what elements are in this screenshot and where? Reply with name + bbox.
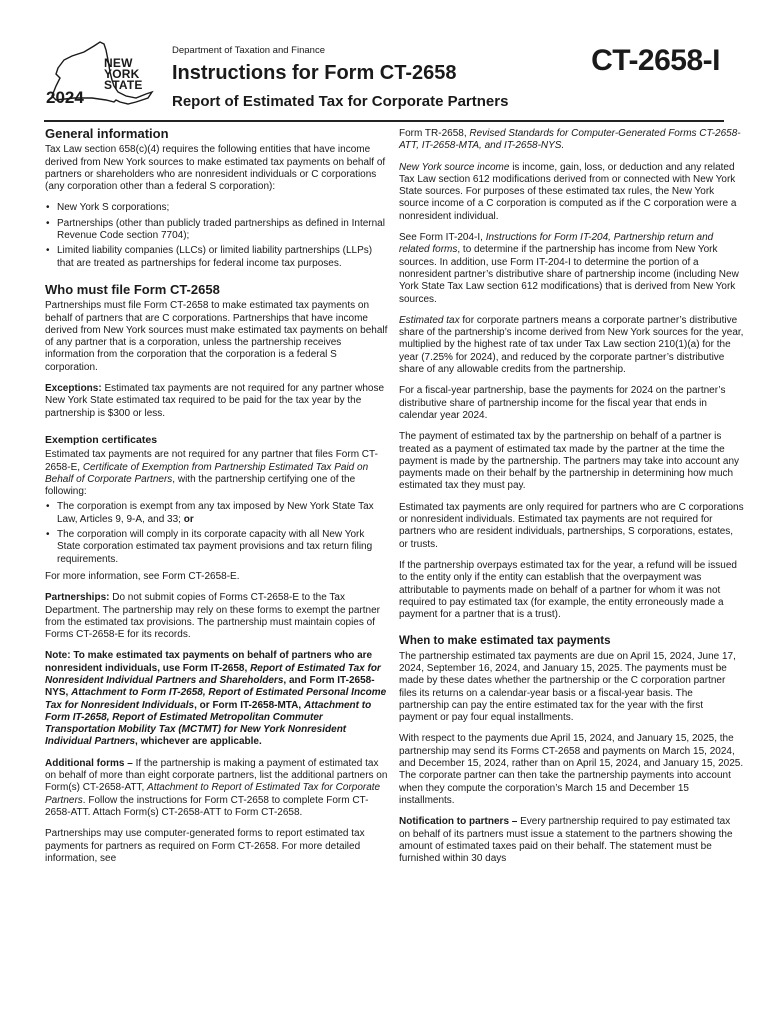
notification-label: Notification to partners – <box>399 816 518 828</box>
estimated-tax-text: for corporate partners means a corporate partner’s distributive share of the partnership’s income derived from New York sources for the year, multiplied by the highest rate of tax under Tax Law section 210(1)(a) for the year (7.25% for 2024), and reduced by the corporate partner’s distributive share of any allowable credits from the partnership. <box>399 314 744 376</box>
additional-text-b: . Follow the instructions for Form CT-2658 to complete Form CT-2658-ATT. Attach Form(s) CT-2658-ATT to Form CT-2658. <box>45 794 369 818</box>
note-form-3: Attachment to Form IT-2658, Report of Estimated Metropolitan Commuter Transportation Mobility Tax (MCTMT) for New York Nonresident Individual Partners <box>45 699 372 748</box>
general-bullet-list <box>45 202 390 269</box>
exceptions-label: Exceptions: <box>45 383 102 395</box>
note-text-1: Note: To make estimated tax payments on behalf of partners who are nonresident individuals, use Form IT-2658, <box>45 650 373 674</box>
logo-york: YORK <box>104 67 140 81</box>
it204-text-a: See Form IT-204-I, <box>399 232 486 244</box>
computer-generated-paragraph: Partnerships may use computer-generated forms to report estimated tax payments for partners as required on Form CT-2658. For more detailed information, see <box>45 828 365 864</box>
page-title: Instructions for Form CT-2658 <box>172 62 457 84</box>
it204-form-title: Instructions for Form IT-204, Partnership return and related forms <box>399 232 714 256</box>
when-to-pay-heading: When to make estimated tax payments <box>399 635 611 648</box>
tr-2658-paragraph <box>399 128 744 153</box>
logo-new: NEW <box>104 56 133 70</box>
department-name: Department of Taxation and Finance <box>172 45 325 56</box>
general-information-heading: General information <box>45 126 169 141</box>
estimated-tax-paragraph <box>399 315 744 376</box>
required-partners-paragraph: Estimated tax payments are only required for partners who are C corporations or nonresident individuals. Estimated tax payments are not required for partners who are resident individuals, partnerships, S corporations, estates, or trusts. <box>399 501 744 550</box>
list-item: • Limited liability companies (LLCs) or limited liability partnerships (LLPs) that are treated as partnerships for federal income tax purposes. <box>45 245 390 270</box>
exemption-bullet-text: The corporation is exempt from any tax imposed by New York State Tax Law, Articles 9, 9-A, and 33; <box>57 501 374 525</box>
logo-state: STATE <box>104 78 143 92</box>
additional-form-title: Attachment to Report of Estimated Tax for Corporate Partners <box>45 782 381 806</box>
additional-text-a: If the partnership is making a payment of estimated tax on behalf of more than eight corporate partners, list the additional partners on Form(s) CT-2658-ATT, <box>45 757 388 794</box>
note-form-2: Attachment to Form IT-2658, Report of Estimated Personal Income Tax for Nonresident Individuals <box>45 687 387 711</box>
header-divider <box>44 120 724 122</box>
tr-text-a: Form TR-2658, <box>399 128 470 139</box>
partnerships-paragraph <box>45 592 390 641</box>
list-item: • New York S corporations; <box>45 202 390 214</box>
page-subtitle: Report of Estimated Tax for Corporate Partners <box>172 93 509 110</box>
general-intro: Tax Law section 658(c)(4) requires the following entities that have income derived from New York sources to make estimated tax payments on behalf of partners or shareholders who are nonresident individuals or C corporations (any corporation other than a federal S corporation): <box>45 144 386 193</box>
nys-logo <box>44 40 156 112</box>
left-column <box>45 128 390 874</box>
it-204-paragraph <box>399 232 744 306</box>
form-number: CT-2658-I <box>591 44 720 77</box>
exceptions-paragraph <box>45 383 390 420</box>
list-item <box>45 501 390 526</box>
ny-source-income-paragraph <box>399 162 744 223</box>
tr-form-title: Revised Standards for Computer-Generated Forms CT-2658-ATT, IT-2658-MTA, and IT-2658-NYS. <box>399 128 741 152</box>
it204-text-b: , to determine if the partnership has income from New York sources. In addition, use Form IT-204-I to determine the portion of a nonresident partner’s distributive share of partnership income (including New York State Tax Law section 612 modifications) that is derived from New York sources. <box>399 244 739 305</box>
note-text-2: , and Form IT-2658-NYS, <box>45 674 375 699</box>
note-paragraph <box>45 650 390 748</box>
payment-paragraph: The payment of estimated tax by the partnership on behalf of a partner is treated as a payment of estimated tax made by the partner at the time the payment is made by the partnership. The partners may take into account any payments made on their behalf by the partnership in determining how much estimated tax they must pay. <box>399 431 739 492</box>
right-column <box>399 128 744 874</box>
due-dates-paragraph: The partnership estimated tax payments are due on April 15, 2024, June 17, 2024, September 16, 2024, and January 15, 2025. The payments must be made by these dates whether the partnership or the C corporation partner files its returns on a calendar-year basis or a fiscal-year basis. The partnership can pay the entire estimated tax for the year with the first payment or pay four equal installments. <box>399 650 736 724</box>
who-must-file-heading: Who must file Form CT-2658 <box>45 281 220 297</box>
logo-wordmark <box>104 58 143 91</box>
partnerships-text: Do not submit copies of Forms CT-2658-E to the Tax Department. The partnership may rely on these forms to exempt the partner from the estimated tax provisions. The partnership must maintain copies of Forms CT-2658-E for its records. <box>45 592 380 641</box>
additional-forms-label: Additional forms – <box>45 757 133 769</box>
exemption-more-info: For more information, see Form CT-2658-E. <box>45 570 240 582</box>
note-form-1: Report of Estimated Tax for Nonresident Individual Partners and Shareholders <box>45 662 381 686</box>
exemption-bullet-or: or <box>183 513 194 525</box>
fiscal-year-paragraph: For a fiscal-year partnership, base the payments for 2024 on the partner’s distributive share of partnership income for the fiscal year that ends in calendar year 2024. <box>399 385 726 421</box>
ny-source-income-term: New York source income <box>399 161 510 173</box>
note-text-4: , whichever are applicable. <box>135 736 262 748</box>
note-text-3: , or Form IT-2658-MTA, <box>194 699 304 711</box>
partnerships-label: Partnerships: <box>45 592 110 604</box>
exemption-certificates-heading: Exemption certificates <box>45 433 158 446</box>
exemption-text-b: , with the partnership certifying one of the following: <box>45 473 356 498</box>
who-must-file-text: Partnerships must file Form CT-2658 to make estimated tax payments on behalf of partners that are C corporations. Partnerships that have income derived from New York sources must make estimated tax payments on behalf of any partner that is a corporation, unless the partnership receives information from the corporation that the corporation is a federal S corporation. <box>45 300 388 373</box>
exemption-form-title: Certificate of Exemption from Partnership Estimated Tax Paid on Behalf of Corporate Partners <box>45 461 369 485</box>
list-item: • Partnerships (other than publicly traded partnerships as defined in Internal Revenue Code section 7704); <box>45 218 390 243</box>
exemption-text-a: Estimated tax payments are not required for any partner that files Form CT-2658-E, <box>45 449 378 473</box>
list-item: • The corporation will comply in its corporate capacity with all New York State corporation estimated tax payment provisions and tax return filing requirements. <box>45 529 390 566</box>
estimated-tax-term: Estimated tax <box>399 314 460 326</box>
exceptions-text: Estimated tax payments are not required for any partner whose New York State estimated tax required to be paid for the tax year by the partnership is $300 or less. <box>45 383 385 419</box>
early-payment-paragraph: With respect to the payments due April 15, 2024, and January 15, 2025, the partnership may send its Forms CT-2658 and payments on March 15, 2024, and December 15, 2024, rather than on April 15, 2024, and January 15, 2025. The corporate partner can then take the partnership payments into account when they compute the corporation’s March 15 and December 15 installments. <box>399 733 744 806</box>
notification-text: Every partnership required to pay estimated tax on behalf of its partners must issue a statement to the partners showing the amount of estimated taxes paid on their behalf. The statement must be furnished within 30 days <box>399 816 733 865</box>
overpayment-paragraph: If the partnership overpays estimated tax for the year, a refund will be issued to the entity only if the entity can establish that the overpayment was attributable to payments made on behalf of a partner for whom it was not required to pay estimated tax (for example, the entity erroneously made a payment for a partner that is a trust). <box>399 559 737 621</box>
notification-paragraph <box>399 816 744 865</box>
exemption-bullet-list <box>45 501 390 565</box>
exemption-text <box>45 449 390 498</box>
logo-year: 2024 <box>46 88 84 107</box>
additional-forms-paragraph <box>45 758 390 819</box>
ny-source-income-text: is income, gain, loss, or deduction and any related Tax Law section 612 modifications derived from or connected with New York State sources. For purposes of these estimated tax rules, the New York source income of a C corporation is computed as if the C corporation were a nonresident individual. <box>399 161 737 222</box>
